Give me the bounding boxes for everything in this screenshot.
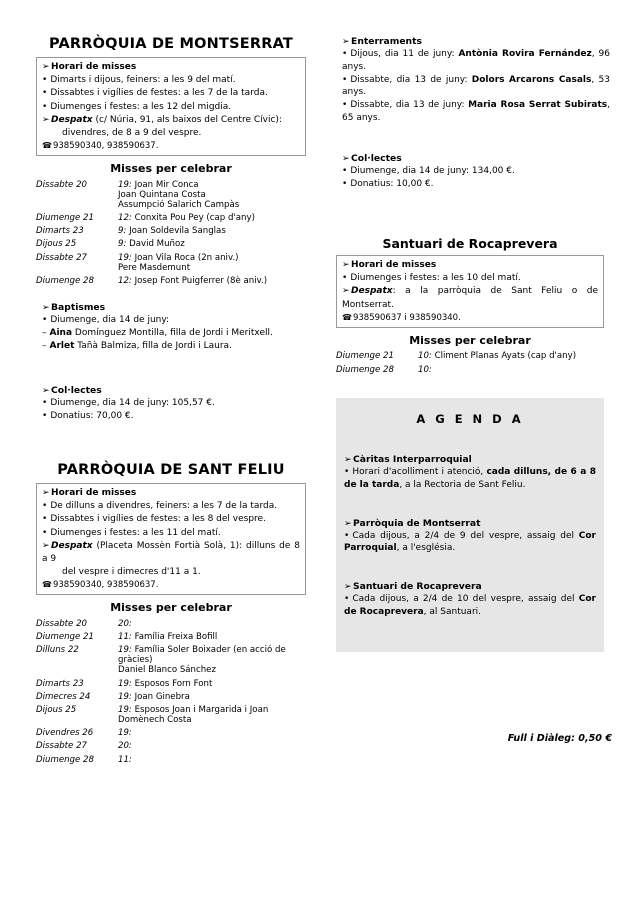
agenda-text-post: , a la Rectoria de Sant Feliu.	[399, 479, 526, 490]
mass-hour: 19:	[118, 691, 132, 702]
mass-hour: 10:	[418, 364, 432, 375]
agenda-title: A G E N D A	[416, 412, 524, 426]
mass-info	[118, 274, 306, 287]
santfeliu-masses-title: Misses per celebrar	[110, 601, 232, 615]
mass-info	[418, 363, 604, 376]
collectes-line	[342, 165, 610, 178]
mass-day: Dilluns 22	[36, 645, 79, 656]
rocaprevera-phones: 938590637 i 938590340.	[352, 312, 461, 323]
agenda-item	[344, 581, 596, 619]
table-row	[36, 274, 306, 287]
dash-icon: –	[42, 327, 47, 338]
bullet-icon: •	[344, 530, 350, 541]
baptismes-section	[36, 302, 310, 352]
table-row	[36, 740, 306, 753]
arrow-icon: ➢	[344, 455, 352, 465]
enterraments-heading-line	[342, 36, 610, 47]
mass-info	[118, 703, 306, 726]
collectes-line	[42, 410, 310, 423]
enterrament-name: Dolors Arcarons Casals	[471, 74, 592, 85]
enterraments-section	[336, 36, 610, 125]
table-row	[36, 617, 306, 630]
mass-day: Dissabte 27	[36, 741, 88, 752]
mass-day: Dijous 25	[36, 239, 77, 250]
enterrament-date: Dijous, dia 11 de juny:	[350, 49, 455, 59]
rocaprevera-masses-table	[336, 350, 604, 376]
baptisme-name: Aina	[49, 327, 73, 338]
montserrat-schedule-line-text: Dissabtes i vigílies de festes: a les 7 de la tarda.	[50, 88, 268, 99]
collectes-line-text: Donatius: 70,00 €.	[50, 410, 134, 421]
montserrat-title: PARRÒQUIA DE MONTSERRAT	[49, 36, 293, 52]
arrow-icon: ➢	[342, 37, 350, 47]
baptismes-date-line	[42, 314, 310, 327]
arrow-icon: ➢	[42, 540, 50, 551]
arrow-icon: ➢	[42, 386, 50, 396]
mass-name: Esposos Joan i Margarida i Joan Domènech Costa	[118, 704, 269, 725]
bullet-icon: •	[42, 410, 48, 421]
mass-info	[118, 753, 306, 766]
mass-hour: 19:	[118, 728, 132, 739]
bullet-icon: •	[42, 514, 48, 525]
mass-info	[118, 677, 306, 690]
santfeliu-schedule-heading: Horari de misses	[51, 488, 137, 498]
collectes-right-section	[336, 153, 610, 191]
agenda-item	[344, 454, 596, 492]
mass-name: David Muñoz	[129, 239, 185, 250]
collectes-line-text: Diumenge, dia 14 de juny: 134,00 €.	[350, 166, 515, 176]
mass-hour: 12:	[118, 213, 132, 223]
arrow-icon: ➢	[342, 260, 350, 270]
arrow-icon: ➢	[42, 303, 50, 313]
rocaprevera-info-box	[336, 255, 604, 328]
mass-name: Família Soler Boixader (en acció de gràcies)	[118, 645, 286, 666]
agenda-text-post: , a l'església.	[396, 543, 456, 554]
mass-hour: 9:	[118, 239, 127, 250]
table-row	[36, 225, 306, 238]
montserrat-masses-title: Misses per celebrar	[110, 162, 232, 176]
rocaprevera-phone-line	[342, 312, 598, 324]
montserrat-phone-line	[42, 140, 300, 152]
enterrament-date: Dissabte, dia 13 de juny:	[350, 100, 465, 111]
baptismes-heading: Baptismes	[51, 302, 106, 313]
santfeliu-schedule-line	[42, 513, 300, 526]
baptisme-detail: Tañà Balmiza, filla de Jordi i Laura.	[74, 340, 232, 351]
table-row	[36, 753, 306, 766]
table-row	[36, 703, 306, 726]
santfeliu-despatx-text2: del vespre i dimecres d'11 a 1.	[62, 567, 201, 578]
table-row	[336, 350, 604, 363]
enterrament-age: , 96 anys.	[342, 49, 610, 72]
arrow-icon: ➢	[342, 286, 350, 297]
agenda-text-pre: Horari d'acolliment i atenció,	[352, 467, 487, 477]
montserrat-schedule-line	[42, 74, 300, 87]
table-row	[36, 178, 306, 211]
rocaprevera-schedule-line	[342, 272, 598, 285]
collectes-line-text: Donatius: 10,00 €.	[350, 178, 434, 189]
table-row	[36, 211, 306, 224]
mass-day: Diumenge 28	[36, 275, 94, 286]
mass-hour: 19:	[118, 678, 132, 689]
mass-name: Joan Soldevila Sanglas	[129, 226, 226, 237]
mass-hour: 19:	[118, 179, 132, 190]
mass-day: Dimecres 24	[36, 691, 91, 702]
bullet-icon: •	[342, 166, 348, 176]
santfeliu-schedule-line-text: Diumenges i festes: a les 11 del matí.	[50, 527, 221, 538]
bullet-icon: •	[344, 467, 350, 477]
mass-day: Dimarts 23	[36, 226, 84, 237]
mass-info	[118, 631, 306, 644]
enterraments-heading: Enterraments	[351, 36, 422, 47]
mass-name: Joan Vila Roca (2n aniv.)	[134, 252, 239, 263]
mass-hour: 20:	[118, 619, 132, 630]
santfeliu-despatx-label: Despatx	[51, 540, 93, 551]
table-row	[36, 677, 306, 690]
montserrat-despatx-line	[42, 114, 300, 140]
mass-day: Dissabte 27	[36, 252, 88, 263]
mass-day: Dijous 25	[36, 704, 77, 715]
mass-info	[118, 727, 306, 740]
santfeliu-section	[36, 462, 306, 766]
agenda-text-bold: Cor Parroquial	[344, 530, 596, 554]
rocaprevera-despatx-line	[342, 285, 598, 311]
footer-price: Full i Diàleg: 0,50 €	[507, 733, 612, 744]
enterrament-item	[342, 74, 610, 100]
mass-name: Josep Font Puigferrer (8è aniv.)	[134, 275, 268, 286]
mass-info	[118, 690, 306, 703]
montserrat-section	[36, 36, 306, 287]
mass-hour: 20:	[118, 741, 132, 752]
arrow-icon: ➢	[344, 518, 352, 529]
mass-name: Esposos Forn Font	[134, 678, 213, 689]
enterrament-name: Antònia Rovira Fernández	[458, 49, 592, 59]
mass-info	[118, 225, 306, 238]
bullet-icon: •	[342, 178, 348, 189]
montserrat-schedule-line	[42, 87, 300, 100]
bullet-icon: •	[42, 101, 48, 112]
phone-icon: ☎	[42, 580, 52, 590]
bullet-icon: •	[342, 74, 348, 85]
table-row	[336, 363, 604, 376]
collectes-heading: Col·lectes	[51, 385, 102, 396]
montserrat-despatx-text: (c/ Núria, 91, als baixos del Centre Cívic):	[95, 114, 282, 125]
rocaprevera-masses-title: Misses per celebrar	[409, 333, 531, 347]
santfeliu-schedule-line	[42, 500, 300, 513]
table-row	[36, 727, 306, 740]
rocaprevera-schedule-line-text: Diumenges i festes: a les 10 del matí.	[350, 273, 521, 284]
collectes-heading-line	[42, 385, 310, 396]
montserrat-schedule-heading-line	[42, 61, 300, 74]
bullet-icon: •	[342, 273, 348, 284]
agenda-item-heading-line	[344, 454, 596, 465]
mass-hour: 11:	[118, 632, 132, 643]
santfeliu-phone-line	[42, 579, 300, 591]
baptisme-item	[42, 340, 310, 353]
arrow-icon: ➢	[42, 62, 50, 72]
montserrat-despatx-text2: divendres, de 8 a 9 del vespre.	[62, 128, 202, 139]
agenda-item-heading: Parròquia de Montserrat	[353, 517, 481, 529]
agenda-text-bold: cada dilluns, de 6 a 8 de la tarda	[344, 467, 596, 490]
rocaprevera-schedule-heading-line	[342, 259, 598, 272]
baptismes-heading-line	[42, 302, 310, 313]
arrow-icon: ➢	[344, 582, 352, 593]
rocaprevera-despatx-text: : a la parròquia de Sant Feliu o de Montserrat.	[342, 286, 598, 310]
table-row	[36, 238, 306, 251]
santfeliu-title: PARRÒQUIA DE SANT FELIU	[57, 462, 285, 478]
rocaprevera-schedule-heading: Horari de misses	[351, 260, 437, 270]
enterrament-name: Maria Rosa Serrat Subirats	[468, 100, 608, 111]
mass-name: Daniel Blanco Sánchez	[118, 665, 216, 676]
agenda-item-heading: Càritas Interparroquial	[353, 454, 472, 465]
bullet-icon: •	[42, 527, 48, 538]
mass-name: Pere Masdemunt	[118, 262, 191, 273]
bullet-icon: •	[342, 100, 348, 111]
dash-icon: –	[42, 340, 47, 351]
table-row	[36, 644, 306, 677]
bullet-icon: •	[42, 315, 48, 325]
mass-day: Dissabte 20	[36, 619, 88, 630]
table-row	[36, 251, 306, 274]
mass-day: Diumenge 28	[336, 364, 394, 375]
mass-day: Dimarts 23	[36, 678, 84, 689]
collectes-line	[42, 397, 310, 410]
mass-hour: 11:	[118, 754, 132, 765]
mass-info	[118, 178, 306, 211]
mass-day: Diumenge 21	[36, 632, 94, 643]
collectes-heading-line	[342, 153, 610, 164]
enterrament-item	[342, 48, 610, 74]
collectes-line-text: Diumenge, dia 14 de juny: 105,57 €.	[50, 398, 215, 408]
baptisme-detail: Domínguez Montilla, filla de Jordi i Meritxell.	[72, 327, 273, 338]
enterrament-date: Dissabte, dia 13 de juny:	[350, 74, 468, 85]
mass-info	[118, 211, 306, 224]
mass-day: Diumenge 28	[36, 754, 94, 765]
table-row	[36, 690, 306, 703]
montserrat-info-box	[36, 57, 306, 156]
rocaprevera-title: Santuari de Rocaprevera	[382, 236, 558, 251]
mass-hour: 12:	[118, 275, 132, 286]
rocaprevera-despatx-label: Despatx	[351, 286, 393, 297]
agenda-item	[344, 518, 596, 556]
montserrat-schedule-line	[42, 101, 300, 114]
agenda-item-heading-line	[344, 518, 596, 529]
rocaprevera-section	[336, 236, 604, 376]
bullet-icon: •	[342, 49, 348, 59]
collectes-heading: Col·lectes	[351, 153, 402, 164]
santfeliu-schedule-line-text: Dissabtes i vigílies de festes: a les 8 del vespre.	[50, 514, 266, 525]
santfeliu-despatx-line	[42, 540, 300, 580]
phone-icon: ☎	[342, 312, 352, 322]
agenda-item-text	[344, 466, 596, 492]
agenda-item-text	[344, 530, 596, 556]
collectes-left-section	[36, 385, 310, 423]
arrow-icon: ➢	[342, 154, 350, 164]
collectes-line	[342, 178, 610, 191]
mass-hour: 19:	[118, 645, 132, 656]
mass-name: Joan Mir Conca	[134, 179, 199, 190]
agenda-item-heading-line	[344, 581, 596, 592]
mass-name: Família Freixa Bofill	[134, 632, 218, 643]
santfeliu-phones: 938590340, 938590637.	[52, 580, 159, 591]
montserrat-schedule-line-text: Dimarts i dijous, feiners: a les 9 del matí.	[50, 75, 236, 86]
bullet-icon: •	[42, 75, 48, 86]
arrow-icon: ➢	[42, 114, 50, 125]
mass-day: Diumenge 21	[36, 213, 94, 223]
mass-day: Dissabte 20	[36, 179, 88, 190]
phone-icon: ☎	[42, 141, 52, 151]
mass-info	[118, 251, 306, 274]
mass-name: Assumpció Salarich Campàs	[118, 199, 240, 210]
montserrat-schedule-heading: Horari de misses	[51, 62, 137, 72]
santfeliu-masses-table	[36, 617, 306, 766]
mass-info	[418, 350, 604, 363]
mass-name: Joan Ginebra	[134, 691, 190, 702]
enterrament-age: , 65 anys.	[342, 100, 610, 123]
agenda-text-post: , al Santuari.	[423, 606, 482, 617]
mass-name: Climent Planas Ayats (cap d'any)	[434, 351, 577, 362]
mass-hour: 19:	[118, 704, 132, 715]
mass-hour: 19:	[118, 252, 132, 263]
agenda-item-heading: Santuari de Rocaprevera	[353, 581, 482, 593]
arrow-icon: ➢	[42, 488, 50, 498]
bullet-icon: •	[344, 594, 350, 605]
santfeliu-schedule-heading-line	[42, 487, 300, 500]
mass-day: Diumenge 21	[336, 351, 394, 362]
baptismes-date: Diumenge, dia 14 de juny:	[50, 315, 170, 325]
mass-day: Divendres 26	[36, 728, 94, 739]
agenda-text-pre: Cada dijous, a 2/4 de 9 del vespre, assaig del	[352, 530, 579, 541]
mass-info	[118, 644, 306, 677]
montserrat-phones: 938590340, 938590637.	[52, 141, 159, 152]
mass-info	[118, 740, 306, 753]
santfeliu-schedule-line-text: De dilluns a divendres, feiners: a les 7 de la tarda.	[50, 501, 278, 512]
bullet-icon: •	[42, 398, 48, 408]
enterrament-age: , 53 anys.	[342, 74, 610, 98]
enterrament-item	[342, 99, 610, 125]
bullet-icon: •	[42, 88, 48, 99]
bullet-icon: •	[42, 501, 48, 512]
montserrat-schedule-line-text: Diumenges i festes: a les 12 del migdia.	[50, 101, 232, 112]
agenda-item-text	[344, 593, 596, 619]
baptisme-item	[42, 327, 310, 340]
mass-info	[118, 617, 306, 630]
agenda-box	[336, 398, 604, 652]
table-row	[36, 631, 306, 644]
montserrat-masses-table	[36, 178, 306, 287]
santfeliu-despatx-text: (Placeta Mossèn Fortià Solà, 1): dilluns de 8 a 9	[42, 540, 300, 565]
santfeliu-info-box	[36, 483, 306, 595]
montserrat-despatx-label: Despatx	[51, 114, 93, 125]
baptisme-name: Arlet	[49, 340, 75, 351]
mass-hour: 10:	[418, 351, 432, 362]
agenda-text-pre: Cada dijous, a 2/4 de 10 del vespre, assaig del	[352, 594, 579, 605]
mass-name: Conxita Pou Pey (cap d'any)	[134, 213, 255, 223]
santfeliu-schedule-line	[42, 527, 300, 540]
mass-info	[118, 238, 306, 251]
mass-name: Joan Quintana Costa	[118, 189, 206, 200]
mass-hour: 9:	[118, 226, 127, 237]
agenda-text-bold: Cor de Rocaprevera	[344, 594, 596, 617]
